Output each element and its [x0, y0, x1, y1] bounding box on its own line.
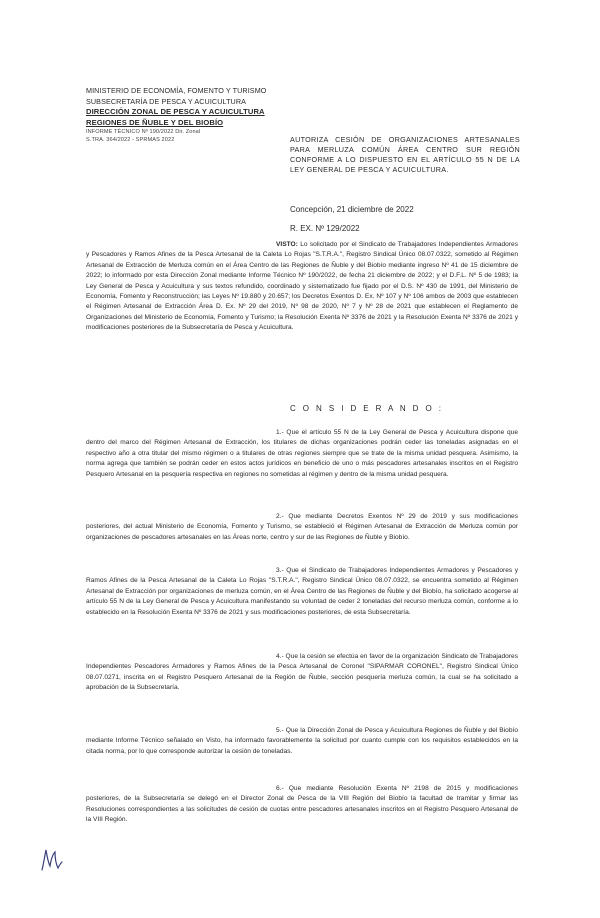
considerando-2-text: 2.- Que mediante Decretos Exentos Nº 29 de 2019 y sus modificaciones posteriores, del actual Ministerio de Economía, Fomento y Turismo, se estableció el Régimen Artesanal de Extracción de Merluza común por organizaciones de pescadores artesanales en las Áreas norte, centro y sur de las Regiones de Ñuble y Biobío.: [86, 513, 518, 541]
place-date: Concepción, 21 diciembre de 2022: [290, 205, 414, 214]
considerando-6-text: 6.- Que mediante Resolución Exenta Nº 2198 de 2015 y modificaciones posteriores, de la Subsecretaría se delegó en el Director Zonal de Pesca de la VIII Región del Biobío la facultad de tramitar y firmar las Resoluciones correspondientes a las solicitudes de cesión de cuotas entre pescadores artesanales inscritos en el Registro Pesquero Artesanal de la VIII Región.: [86, 785, 518, 824]
resolution-number: R. EX. Nº 129/2022: [290, 224, 360, 233]
considerando-4: [86, 652, 518, 694]
considerando-6: [86, 784, 518, 826]
considerando-1-text: 1.- Que el artículo 55 N de la Ley General de Pesca y Acuicultura dispone que dentro del marco del Régimen Artesanal de Extracción, los titulares de dichas organizaciones podrán ceder las toneladas asignadas en el respectivo año a otra titular del mismo régimen o a titulares de otras regiones siempre que se trate de la misma unidad pesquera. Asimismo, la norma agrega que también se podrán ceder en estos actos jurídicos en beneficio de uno o más pescadores artesanales inscritos en el Registro Pesquero Artesanal en la pesquería respectiva en regiones no sometidas al régimen y dentro de la misma unidad pesquera.: [86, 429, 518, 478]
considerando-5-text: 5.- Que la Dirección Zonal de Pesca y Acuicultura Regiones de Ñuble y del Biobío mediante Informe Técnico señalado en Visto, ha informado favorablemente la solicitud por cuanto cumple con los requisitos establecidos en la citada norma, por lo que corresponde autorizar la cesión de toneladas.: [86, 727, 518, 755]
header-line-subsecretary: SUBSECRETARÍA DE PESCA Y ACUICULTURA: [86, 96, 247, 106]
considerando-2: [86, 512, 518, 543]
considerando-heading: C O N S I D E R A N D O :: [290, 404, 444, 413]
header-line-regions: REGIONES DE ÑUBLE Y DEL BIOBÍO: [86, 117, 224, 127]
visto-text: Lo solicitado por el Sindicato de Trabajadores Independientes Armadores y Pescadores y Ramos Afines de la Pesca Artesanal de la Caleta Lo Rojas "S.T.R.A.", Registro Sindical Único 08.07.0322, sometido al Régimen Artesanal de Extracción de Merluza común en el Área Centro de las Regiones de Ñuble y del Biobío mediante ingreso Nº 41 de 15 diciembre de 2022; lo informado por esta Dirección Zonal mediante Informe Técnico Nº 190/2022, de fecha 21 diciembre de 2022; y el D.F.L. Nº 5 de 1983; la Ley General de Pesca y Acuicultura y sus textos refundido, coordinado y sistematizado fue fijado por el D.S. Nº 430 de 1991, del Ministerio de Economía, Fomento y Reconstrucción; las Leyes Nº 19.880 y 20.657; los Decretos Exentos D. Ex. Nº 107 y Nº 106 ambos de 2003 que establecen el Régimen Artesanal de Extracción Área D. Ex. Nº 29 del 2019, Nº 98 de 2020, Nº 7 y Nº 28 de 2021 que establecen el Reglamento de Organizaciones del Ministerio de Economía, Fomento y Turismo; la Resolución Exenta Nº 3376 de 2021 y la Resolución Exenta Nº 3376 de 2021 y modificaciones posteriores de la Subsecretaría de Pesca y Acuicultura.: [86, 241, 518, 332]
considerando-3-text: 3.- Que el Sindicato de Trabajadores Independientes Armadores y Pescadores y Ramos Afines de la Pesca Artesanal de la Caleta Lo Rojas "S.T.R.A.", Registro Sindical Único 08.07.0322, se encuentra sometido al Régimen Artesanal de Extracción por organizaciones de merluza común, en el Área Centro de las Regiones de Ñuble y del Biobío, ha solicitado acogerse al artículo 55 N de la Ley General de Pesca y Acuicultura manifestando su voluntad de ceder 2 toneladas del recurso merluza común, conforme a lo establecido en la Resolución Exenta Nº 3376 de 2021 y sus modificaciones posteriores, de esta Subsecretaría.: [86, 567, 518, 616]
header-line-reference: S.TRA. 364/2022 - SPRMAS 2022: [86, 137, 175, 144]
considerando-1: [86, 428, 518, 480]
considerando-4-text: 4.- Que la cesión se efectúa en favor de la organización Sindicato de Trabajadores Independientes Pescadores Armadores y Ramos Afines de la Pesca Artesanal de Coronel "SIPARMAR CORONEL", Registro Sindical Único 08.07.0271, inscrita en el Registro Pesquero Artesanal de la Región de Ñuble, sección pesquería merluza común, la cual se ha solicitado a aprobación de la Subsecretaría.: [86, 653, 518, 692]
considerando-5: [86, 726, 518, 757]
resolution-title: AUTORIZA CESIÓN DE ORGANIZACIONES ARTESANALES PARA MERLUZA COMÚN ÁREA CENTRO SUR REGIÓN CONFORME A LO DISPUESTO EN EL ARTÍCULO 55 N DE LA LEY GENERAL DE PESCA Y ACUICULTURA.: [290, 135, 520, 174]
handwritten-initial: [38, 844, 66, 874]
visto-paragraph: [86, 240, 518, 334]
visto-lead: VISTO:: [276, 241, 298, 248]
ministry-header: [86, 86, 296, 144]
considerando-3: [86, 566, 518, 618]
header-line-report: INFORME TÉCNICO Nº 190/2022 Dir. Zonal: [86, 129, 201, 136]
header-line-directorate: DIRECCIÓN ZONAL DE PESCA Y ACUICULTURA: [86, 107, 265, 117]
header-line-ministry: MINISTERIO DE ECONOMÍA, FOMENTO Y TURISMO: [86, 86, 267, 95]
